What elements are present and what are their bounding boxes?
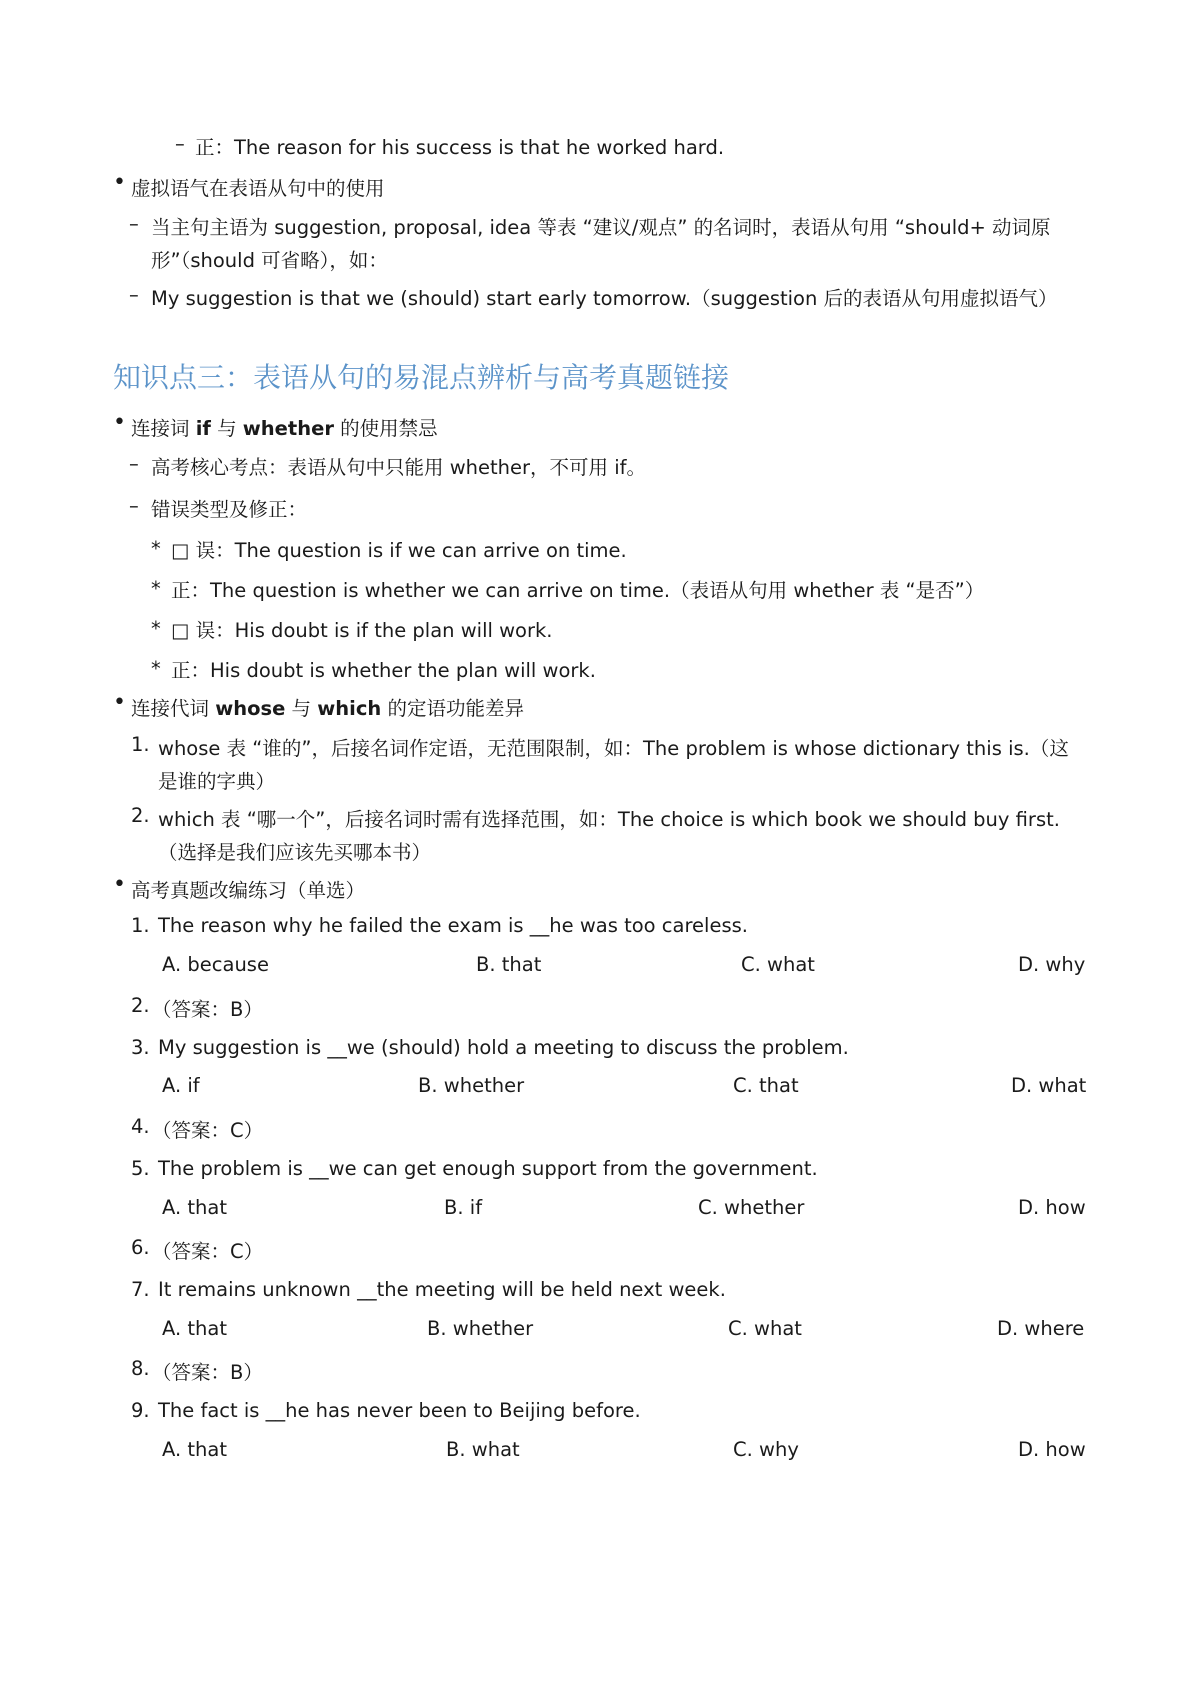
subjunctive-example: My suggestion is that we (should) start early tomorrow.（suggestion 后的表语从句用虚拟语气） bbox=[151, 287, 1058, 310]
dash-marker: – bbox=[129, 494, 139, 517]
q3-option-a: A. if bbox=[162, 1074, 200, 1097]
list-number: 7. bbox=[131, 1278, 150, 1301]
q9-option-d: D. how bbox=[1018, 1438, 1086, 1461]
dash-marker: – bbox=[129, 452, 139, 475]
list-number: 5. bbox=[131, 1157, 150, 1180]
errors-title: 错误类型及修正： bbox=[151, 498, 308, 521]
list-number: 3. bbox=[131, 1036, 150, 1059]
which-line2: （选择是我们应该先买哪本书） bbox=[158, 841, 432, 864]
q7-option-a: A. that bbox=[162, 1317, 227, 1340]
q3-option-d: D. what bbox=[1011, 1074, 1087, 1097]
question-3: My suggestion is __we (should) hold a meeting to discuss the problem. bbox=[158, 1036, 849, 1059]
question-7: It remains unknown __the meeting will be held next week. bbox=[158, 1278, 726, 1301]
correct-item-2: 正：His doubt is whether the plan will work. bbox=[171, 659, 596, 682]
correct-item-1: 正：The question is whether we can arrive on time.（表语从句用 whether 表 “是否”） bbox=[171, 579, 985, 602]
star-marker: * bbox=[151, 617, 161, 640]
q7-option-c: C. what bbox=[728, 1317, 802, 1340]
subjunctive-rule-line1: 当主句主语为 suggestion, proposal, idea 等表 “建议/观点” 的名词时，表语从句用 “should+ 动词原 bbox=[151, 216, 1051, 239]
bullet-marker: • bbox=[113, 170, 126, 195]
q5-option-c: C. whether bbox=[698, 1196, 805, 1219]
q5-option-a: A. that bbox=[162, 1196, 227, 1219]
q3-option-b: B. whether bbox=[418, 1074, 525, 1097]
question-9: The fact is __he has never been to Beijing before. bbox=[158, 1399, 641, 1422]
error-item-1: □ 误：The question is if we can arrive on time. bbox=[171, 539, 627, 562]
whose-line1: whose 表 “谁的”，后接名词作定语，无范围限制，如：The problem is whose dictionary this is.（这 bbox=[158, 737, 1069, 760]
q5-option-d: D. how bbox=[1018, 1196, 1086, 1219]
dash-marker: – bbox=[129, 283, 139, 306]
q1-option-a: A. because bbox=[162, 953, 269, 976]
whose-which-bullet: 连接代词 whose 与 which 的定语功能差异 bbox=[131, 697, 524, 720]
q1-option-b: B. that bbox=[476, 953, 542, 976]
which-line1: which 表 “哪一个”，后接名词时需有选择范围，如：The choice is which book we should buy first. bbox=[158, 808, 1060, 831]
answer-2: （答案：B） bbox=[152, 998, 263, 1021]
section-heading: 知识点三：表语从句的易混点辨析与高考真题链接 bbox=[113, 361, 730, 394]
list-number: 8. bbox=[131, 1357, 150, 1380]
question-1: The reason why he failed the exam is __he was too careless. bbox=[158, 914, 748, 937]
q7-option-d: D. where bbox=[997, 1317, 1085, 1340]
q7-option-b: B. whether bbox=[427, 1317, 534, 1340]
subjunctive-rule-line2: 形”（should 可省略），如： bbox=[151, 249, 388, 272]
q3-option-c: C. that bbox=[733, 1074, 799, 1097]
star-marker: * bbox=[151, 577, 161, 600]
q9-option-b: B. what bbox=[446, 1438, 520, 1461]
if-whether-bullet: 连接词 if 与 whether 的使用禁忌 bbox=[131, 417, 438, 440]
list-number: 2. bbox=[131, 994, 150, 1017]
list-number: 6. bbox=[131, 1236, 150, 1259]
whose-line2: 是谁的字典） bbox=[158, 770, 276, 793]
list-number: 4. bbox=[131, 1115, 150, 1138]
q5-option-b: B. if bbox=[444, 1196, 483, 1219]
q9-option-a: A. that bbox=[162, 1438, 227, 1461]
list-number: 1. bbox=[131, 733, 150, 756]
core-point: 高考核心考点：表语从句中只能用 whether，不可用 if。 bbox=[151, 456, 647, 479]
list-number: 9. bbox=[131, 1399, 150, 1422]
dash-marker: – bbox=[129, 212, 139, 235]
answer-4: （答案：C） bbox=[152, 1119, 264, 1142]
bullet-marker: • bbox=[113, 872, 126, 897]
answer-8: （答案：B） bbox=[152, 1361, 263, 1384]
bullet-marker: • bbox=[113, 690, 126, 715]
q1-option-d: D. why bbox=[1018, 953, 1086, 976]
star-marker: * bbox=[151, 537, 161, 560]
list-number: 2. bbox=[131, 804, 150, 827]
dash-marker: – bbox=[175, 132, 185, 155]
practice-bullet: 高考真题改编练习（单选） bbox=[131, 879, 366, 902]
correct-example: 正：The reason for his success is that he worked hard. bbox=[195, 136, 725, 159]
answer-6: （答案：C） bbox=[152, 1240, 264, 1263]
star-marker: * bbox=[151, 657, 161, 680]
subjunctive-bullet: 虚拟语气在表语从句中的使用 bbox=[131, 177, 385, 200]
error-item-2: □ 误：His doubt is if the plan will work. bbox=[171, 619, 553, 642]
q9-option-c: C. why bbox=[733, 1438, 799, 1461]
q1-option-c: C. what bbox=[741, 953, 815, 976]
bullet-marker: • bbox=[113, 410, 126, 435]
list-number: 1. bbox=[131, 914, 150, 937]
question-5: The problem is __we can get enough support from the government. bbox=[158, 1157, 818, 1180]
